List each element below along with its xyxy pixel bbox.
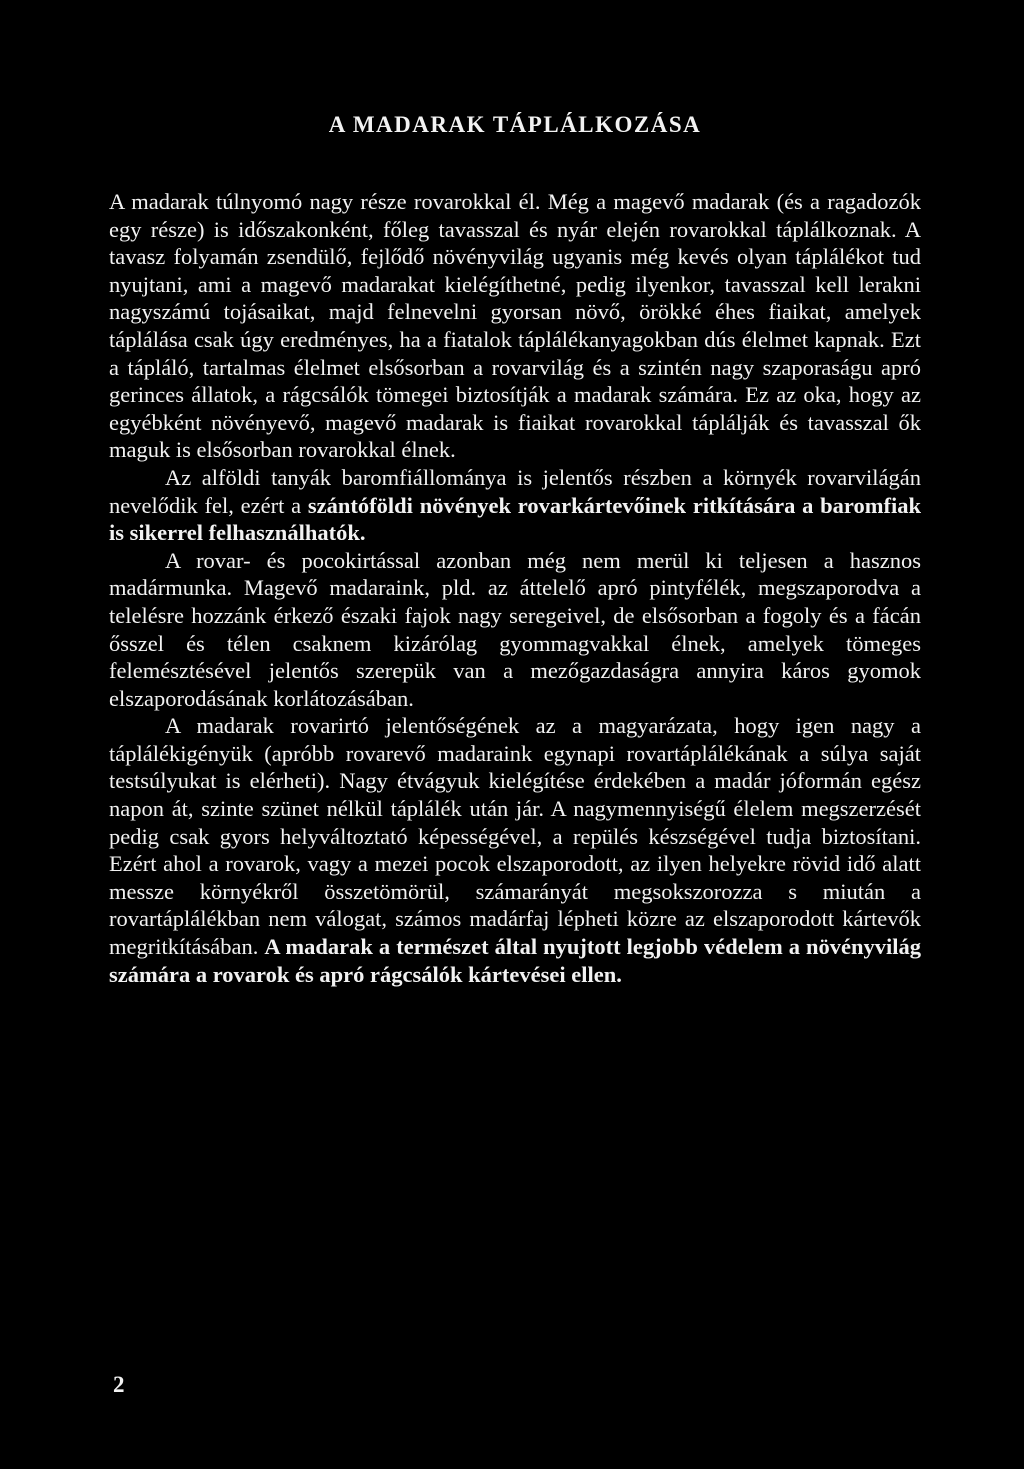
paragraph-1-text: A madarak túlnyomó nagy része rovarokkal él. Még a magevő madarak (és a ragadozók egy része) is időszakonként, főleg tavasszal és nyár elején rovarokkal táplálkoznak. A tavasz folyamán zsendülő, fejlődő növényvilág ugyanis még kevés olyan táplálékot tud nyujtani, ami a magevő madarakat kielégíthetné, pedig ilyenkor, tavasszal kell lerakni nagyszámú tojásaikat, majd felnevelni gyorsan növő, örökké éhes fiaikat, amelyek táplálása csak úgy eredményes, ha a fiatalok táplálékanyagokban dús élelmet kapnak. Ezt a tápláló, tartalmas élelmet elsősorban a rovarvilág és a szintén nagy szaporaságu apró gerinces állatok, a rágcsálók tömegei biztosítják a madarak számára. Ez az oka, hogy az egyébként növényevő, magevő madarak is fiaikat rovarokkal táplálják és tavasszal ők maguk is elsősorban rovarokkal élnek. (109, 189, 921, 463)
page-title: A MADARAK TÁPLÁLKOZÁSA (328, 112, 702, 137)
paragraph-4-bold-text: A madarak a természet által nyujtott legjobb védelem a növényvilág számára a rovarok és apró rágcsálók kártevései ellen. (109, 934, 921, 987)
page-number: 2 (113, 1372, 125, 1397)
paragraph-4 (109, 712, 921, 988)
paragraph-3 (109, 547, 921, 713)
paragraph-1 (109, 188, 921, 464)
paragraph-2-text: Az alföldi tanyák baromfiállománya is jelentős részben a környék rovarvilágán nevelődik fel, ezért a (109, 464, 921, 518)
paragraph-3-text: A rovar- és pocokirtással azonban még nem merül ki teljesen a hasznos madármunka. Magevő madaraink, pld. az áttelelő apró pintyfélék, megszaporodva a telelésre hozzánk érkező északi fajok nagy seregeivel, de elsősorban a fogoly és a fácán ősszel és télen csaknem kizárólag gyommagvakkal élnek, amelyek tömeges felemésztésével jelentős szerepük van a mezőgazdaságra annyira káros gyomok elszaporodásának korlátozásában. (109, 547, 921, 711)
paragraph-2 (109, 464, 921, 547)
paragraph-2-bold-text: szántóföldi növények rovarkártevőinek ritkítására a baromfiak is sikerrel felhasználhatók. (109, 492, 922, 546)
document-page (109, 112, 921, 988)
paragraph-4-text: A madarak rovarirtó jelentőségének az a magyarázata, hogy igen nagy a táplálékigényük (apróbb rovarevő madaraink egynapi rovartáplálékának a súlya saját testsúlyukat is elérheti). Nagy étvágyuk kielégítése érdekében a madár jóformán egész napon át, szinte szünet nélkül táplálék után jár. A nagymennyiségű élelem megszerzését pedig csak gyors helyváltoztató képességével, a repülés készségével tudja biztosítani. Ezért ahol a rovarok, vagy a mezei pocok elszaporodott, az ilyen helyekre rövid idő alatt messze környékről összetömörül, számarányát megsokszorozza s miután a rovartáplálékban nem válogat, számos madárfaj lépheti közre az elszaporodott kártevők megritkításában. (109, 713, 921, 960)
